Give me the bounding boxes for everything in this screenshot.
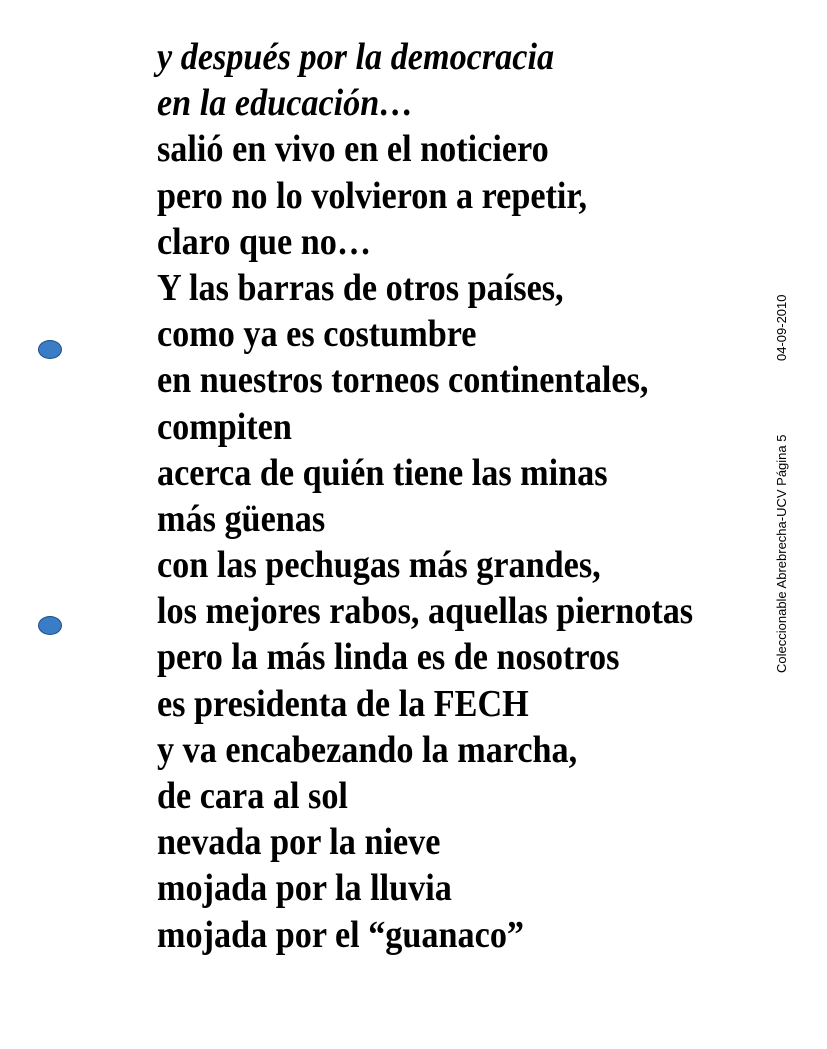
poem-line: acerca de quién tiene las minas: [157, 451, 608, 494]
poem-line: en nuestros torneos continentales,: [157, 359, 649, 402]
poem-line: con las pechugas más grandes,: [157, 544, 601, 587]
poem-line: claro que no…: [157, 220, 372, 263]
margin-footer: Coleccionable Abrebrecha-UCV Página 5: [774, 434, 789, 673]
poem-line: pero no lo volvieron a repetir,: [157, 174, 588, 217]
poem-line: en la educación…: [157, 82, 414, 125]
poem-line: mojada por el “guanaco”: [157, 913, 525, 956]
punch-hole-marker: [38, 616, 62, 635]
poem-line: más güenas: [157, 497, 326, 540]
poem-line: y va encabezando la marcha,: [157, 728, 578, 771]
poem-line: de cara al sol: [157, 775, 348, 817]
poem-line: como ya es costumbre: [157, 313, 477, 356]
poem-text: [157, 34, 706, 958]
poem-line: pero la más linda es de nosotros: [157, 636, 620, 679]
margin-date: 04-09-2010: [774, 294, 789, 361]
poem-line: Y las barras de otros países,: [157, 266, 564, 309]
poem-line: nevada por la nieve: [157, 821, 441, 864]
poem-line: compiten: [157, 405, 292, 448]
poem-line: salió en vivo en el noticiero: [157, 128, 549, 171]
poem-line: y después por la democracia: [157, 36, 555, 78]
poem-line: los mejores rabos, aquellas piernotas: [157, 590, 694, 633]
punch-hole-marker: [38, 340, 62, 359]
poem-line: es presidenta de la FECH: [157, 682, 529, 725]
poem-line: mojada por la lluvia: [157, 867, 452, 910]
